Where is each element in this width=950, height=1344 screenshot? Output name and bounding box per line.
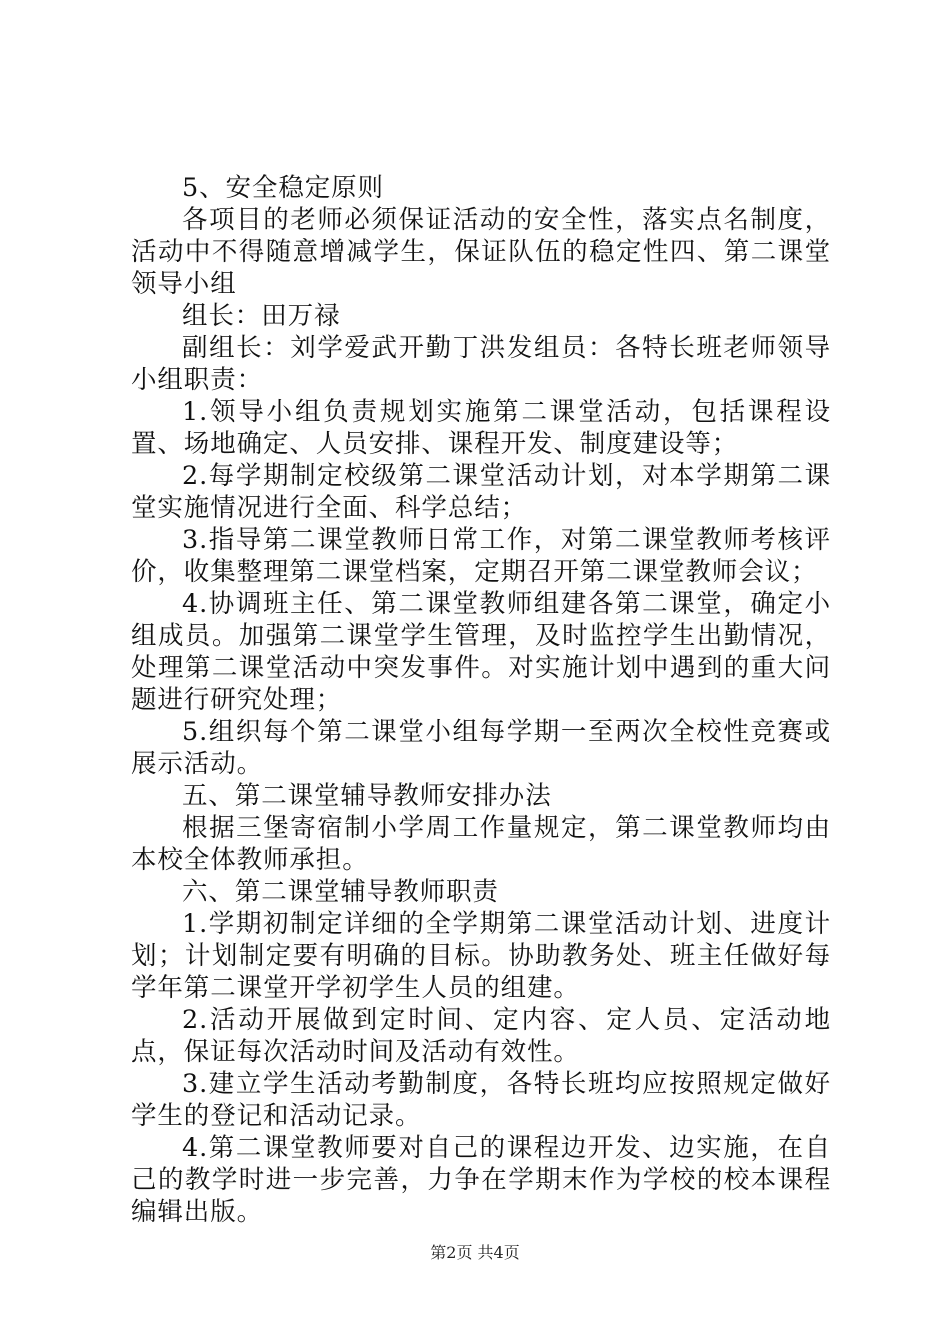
paragraph-deputy-leaders: 副组长：刘学爱武开勤丁洪发组员：各特长班老师领导小组职责：: [131, 333, 831, 395]
paragraph-duty-1: 1.领导小组负责规划实施第二课堂活动，包括课程设置、场地确定、人员安排、课程开发、制度建设等；: [131, 397, 831, 459]
paragraph-group-leader: 组长：田万禄: [182, 301, 341, 331]
paragraph-duty-2: 2.每学期制定校级第二课堂活动计划，对本学期第二课堂实施情况进行全面、科学总结；: [131, 461, 831, 523]
paragraph-safety-principle: 各项目的老师必须保证活动的安全性，落实点名制度，活动中不得随意增减学生，保证队伍的稳定性四、第二课堂领导小组: [131, 205, 831, 299]
paragraph-duty-4: 4.协调班主任、第二课堂教师组建各第二课堂，确定小组成员。加强第二课堂学生管理，及时监控学生出勤情况，处理第二课堂活动中突发事件。对实施计划中遇到的重大问题进行研究处理；: [131, 589, 831, 715]
page-number-footer: 第2页 共4页: [430, 1243, 520, 1262]
paragraph-teacher-duty-2: 2.活动开展做到定时间、定内容、定人员、定活动地点，保证每次活动时间及活动有效性。: [131, 1005, 831, 1067]
paragraph-teacher-arrangement: 根据三堡寄宿制小学周工作量规定，第二课堂教师均由本校全体教师承担。: [131, 813, 831, 875]
section-heading-six: 六、第二课堂辅导教师职责: [182, 877, 499, 907]
document-body: [131, 172, 831, 1228]
paragraph-principle-5-heading: 5、安全稳定原则: [182, 173, 384, 203]
paragraph-duty-3: 3.指导第二课堂教师日常工作，对第二课堂教师考核评价，收集整理第二课堂档案，定期召开第二课堂教师会议；: [131, 525, 831, 587]
paragraph-teacher-duty-1: 1.学期初制定详细的全学期第二课堂活动计划、进度计划；计划制定要有明确的目标。协助教务处、班主任做好每学年第二课堂开学初学生人员的组建。: [131, 909, 831, 1003]
paragraph-teacher-duty-4: 4.第二课堂教师要对自己的课程边开发、边实施，在自己的教学时进一步完善，力争在学期末作为学校的校本课程编辑出版。: [131, 1133, 831, 1227]
paragraph-duty-5: 5.组织每个第二课堂小组每学期一至两次全校性竞赛或展示活动。: [131, 717, 831, 779]
paragraph-teacher-duty-3: 3.建立学生活动考勤制度，各特长班均应按照规定做好学生的登记和活动记录。: [131, 1069, 831, 1131]
section-heading-five: 五、第二课堂辅导教师安排办法: [182, 781, 552, 811]
